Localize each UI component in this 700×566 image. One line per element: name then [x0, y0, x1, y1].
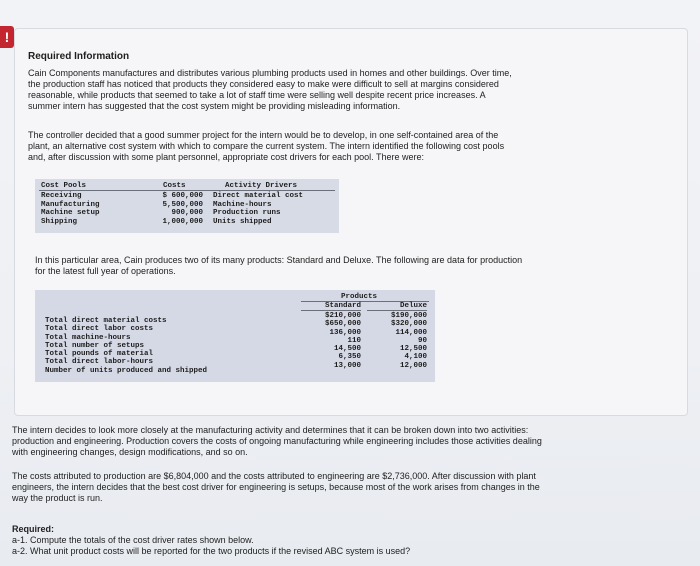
intern-line: production and engineering. Production covers the costs of ongoing manufacturing while engineering includes those activities dealing	[12, 436, 542, 446]
products-line: for the latest full year of operations.	[35, 266, 176, 276]
required-item-a2: a-2. What unit product costs will be reported for the two products if the revised ABC system is used?	[12, 546, 411, 556]
controller-line: The controller decided that a good summer project for the intern would be to develop, in one self-contained area of the	[28, 130, 499, 140]
cost-pool-table	[35, 179, 339, 233]
alert-icon: !	[0, 26, 14, 48]
deluxe-value: 12,000	[399, 361, 427, 370]
intern-line: with engineering changes, design modifications, and so on.	[12, 447, 248, 457]
pool-driver: Production runs	[213, 209, 281, 217]
pool-name: Shipping	[41, 217, 78, 226]
standard-value: 14,500	[333, 345, 361, 354]
row-label: Total machine-hours	[45, 333, 131, 342]
section-heading: Required Information	[28, 51, 130, 62]
products-paragraph	[35, 255, 522, 277]
pool-name: Manufacturing	[41, 200, 100, 209]
row-label: Total direct labor costs	[45, 325, 154, 334]
pool-name: Receiving	[41, 192, 82, 200]
costs-paragraph	[12, 471, 540, 504]
deluxe-value: $320,000	[390, 320, 427, 329]
row-label: Total direct material costs	[45, 317, 167, 325]
standard-value: 136,000	[329, 328, 361, 337]
pool-cost-column	[141, 192, 203, 226]
header-deluxe: Deluxe	[399, 302, 427, 310]
costs-line: engineers, the intern decides that the best cost driver for engineering is setups, because most of the work arises from changes in the	[12, 482, 540, 492]
deluxe-value: 4,100	[404, 353, 427, 362]
pool-driver: Machine-hours	[213, 200, 272, 209]
header-costs: Costs	[163, 182, 186, 190]
controller-line: plant, an alternative cost system with which to compare the current system. The intern identified the following cost pools	[28, 141, 505, 151]
intro-paragraph	[28, 68, 512, 112]
deluxe-value: 12,500	[399, 345, 427, 354]
pool-cost: 900,000	[171, 209, 203, 217]
header-activity-drivers: Activity Drivers	[225, 182, 298, 190]
required-label: Required:	[12, 524, 55, 534]
required-list	[12, 535, 410, 557]
pool-cost: 1,000,000	[162, 217, 203, 226]
pool-name: Machine setup	[41, 209, 100, 217]
pool-cost: $ 600,000	[162, 192, 203, 200]
header-cost-pools: Cost Pools	[41, 182, 87, 190]
deluxe-underline	[367, 310, 427, 311]
row-label: Number of units produced and shipped	[45, 366, 208, 375]
deluxe-column	[367, 312, 427, 370]
pool-driver-column	[213, 192, 303, 226]
standard-value: $210,000	[324, 312, 361, 320]
products-group-header: Products	[341, 293, 378, 301]
intern-line: The intern decides to look more closely at the manufacturing activity and determines that it can be broken down into two activities:	[12, 425, 529, 435]
controller-paragraph	[28, 130, 504, 163]
products-line: In this particular area, Cain produces two of its many products: Standard and Deluxe. The following are data for production	[35, 255, 523, 265]
intern-paragraph	[12, 425, 542, 458]
pool-driver: Direct material cost	[213, 192, 304, 200]
row-label: Total number of setups	[45, 341, 145, 350]
intro-line: the production staff has noticed that products they considered easy to make were difficult to sell at margins considered	[28, 79, 499, 89]
standard-column	[301, 312, 361, 370]
deluxe-value: $190,000	[390, 312, 427, 320]
controller-line: and, after discussion with some plant personnel, appropriate cost drivers for each pool. There were:	[28, 152, 425, 162]
row-label: Total pounds of material	[45, 350, 154, 359]
pool-cost: 5,500,000	[162, 200, 203, 209]
header-divider	[39, 190, 335, 191]
intro-line: reasonable, while products that seemed to take a lot of staff time were selling well despite recent price increases. A	[28, 90, 486, 100]
standard-value: 110	[347, 336, 361, 345]
costs-line: way the product is run.	[12, 493, 103, 503]
intro-line: summer intern has suggested that the cost system might be providing misleading information.	[28, 101, 401, 111]
standard-value: 13,000	[333, 361, 361, 370]
required-item-a1: a-1. Compute the totals of the cost driver rates shown below.	[12, 535, 254, 545]
pool-name-column	[41, 192, 100, 226]
pool-driver: Units shipped	[213, 217, 272, 226]
product-data-table	[35, 290, 435, 382]
standard-value: $650,000	[324, 320, 361, 329]
standard-underline	[301, 310, 361, 311]
standard-value: 6,350	[338, 353, 361, 362]
row-label-column	[45, 317, 207, 375]
deluxe-value: 114,000	[395, 328, 427, 337]
intro-line: Cain Components manufactures and distributes various plumbing products used in homes and other buildings. Over time,	[28, 68, 512, 78]
deluxe-value: 90	[417, 336, 427, 345]
costs-line: The costs attributed to production are $6,804,000 and the costs attributed to engineering are $2,736,000. After discussion with plant	[12, 471, 536, 481]
row-label: Total direct labor-hours	[45, 358, 154, 367]
header-standard: Standard	[324, 302, 361, 310]
